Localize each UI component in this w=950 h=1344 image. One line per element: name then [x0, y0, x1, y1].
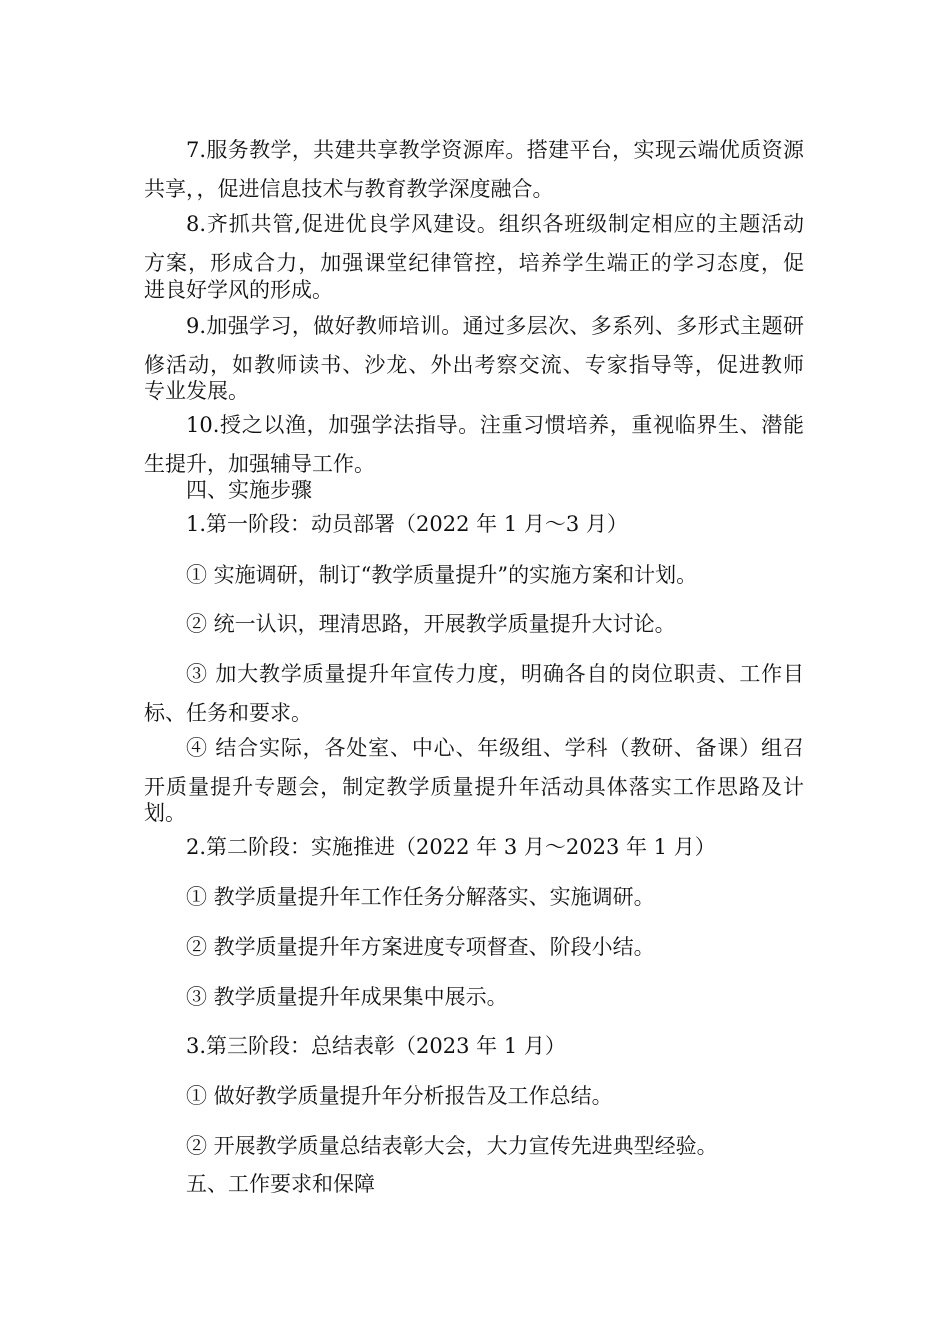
stage-heading: 3.第三阶段：总结表彰（2023 年 1 月） [186, 1034, 566, 1058]
list-item: ② 统一认识，理清思路，开展教学质量提升大讨论。 [186, 612, 676, 636]
list-item: ① 做好教学质量提升年分析报告及工作总结。 [186, 1084, 613, 1108]
list-item: ④ 结合实际，各处室、中心、年级组、学科（教研、备课）组召 [186, 736, 804, 760]
paragraph-line: 专业发展。 [144, 379, 249, 403]
list-item-continuation: 划。 [144, 801, 186, 825]
paragraph-line: 共享，，促进信息技术与教育教学深度融合。 [144, 177, 554, 201]
section-heading: 五、工作要求和保障 [186, 1172, 375, 1196]
paragraph-line: 方案，形成合力，加强课堂纪律管控，培养学生端正的学习态度，促 [144, 251, 804, 275]
list-item-continuation: 开质量提升专题会，制定教学质量提升年活动具体落实工作思路及计 [144, 775, 804, 799]
paragraph-line: 7.服务教学，共建共享教学资源库。搭建平台，实现云端优质资源 [186, 138, 804, 162]
list-item: ③ 加大教学质量提升年宣传力度，明确各自的岗位职责、工作目 [186, 662, 804, 686]
paragraph-line: 9.加强学习，做好教师培训。通过多层次、多系列、多形式主题研 [186, 314, 804, 338]
section-heading: 四、实施步骤 [186, 478, 312, 502]
paragraph-line: 修活动，如教师读书、沙龙、外出考察交流、专家指导等，促进教师 [144, 353, 804, 377]
list-item: ① 实施调研，制订“教学质量提升”的实施方案和计划。 [186, 563, 698, 587]
stage-heading: 2.第二阶段：实施推进（2022 年 3 月～2023 年 1 月） [186, 835, 716, 859]
paragraph-line: 进良好学风的形成。 [144, 278, 333, 302]
list-item-continuation: 标、任务和要求。 [144, 701, 312, 725]
list-item: ③ 教学质量提升年成果集中展示。 [186, 985, 508, 1009]
paragraph-line: 10.授之以渔，加强学法指导。注重习惯培养，重视临界生、潜能 [186, 413, 804, 437]
list-item: ② 教学质量提升年方案进度专项督查、阶段小结。 [186, 935, 655, 959]
paragraph-line: 8.齐抓共管,促进优良学风建设。组织各班级制定相应的主题活动 [186, 212, 804, 236]
list-item: ① 教学质量提升年工作任务分解落实、实施调研。 [186, 885, 655, 909]
stage-heading: 1.第一阶段：动员部署（2022 年 1 月～3 月） [186, 512, 628, 536]
paragraph-line: 生提升，加强辅导工作。 [144, 452, 375, 476]
list-item: ② 开展教学质量总结表彰大会，大力宣传先进典型经验。 [186, 1134, 718, 1158]
